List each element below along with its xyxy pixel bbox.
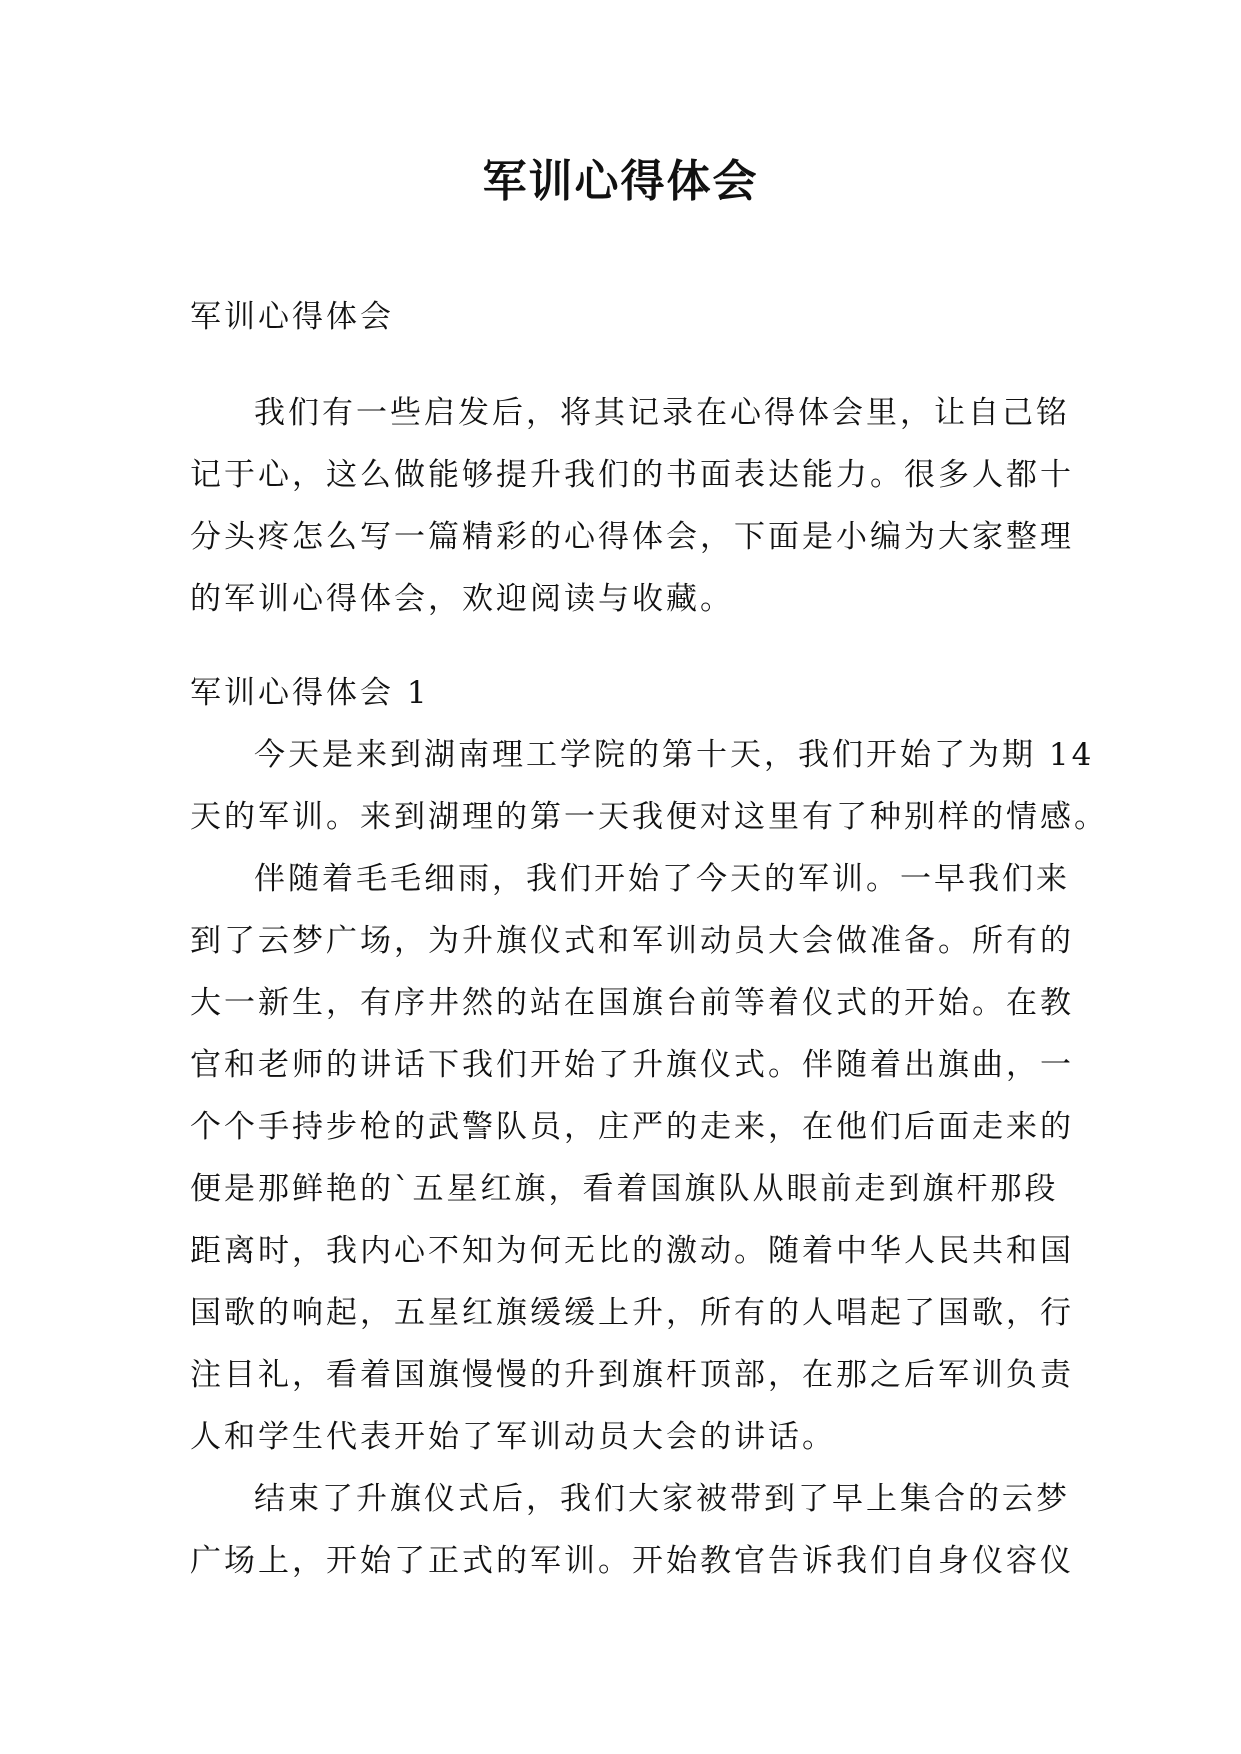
text-line: 天的军训。来到湖理的第一天我便对这里有了种别样的情感。	[190, 799, 1108, 835]
text-line: 到了云梦广场，为升旗仪式和军训动员大会做准备。所有的	[190, 923, 1074, 959]
text-line: 今天是来到湖南理工学院的第十天，我们开始了为期 14	[254, 737, 1095, 773]
text-line: 记于心，这么做能够提升我们的书面表达能力。很多人都十	[190, 457, 1074, 493]
text-line: 人和学生代表开始了军训动员大会的讲话。	[190, 1419, 836, 1455]
section-heading: 军训心得体会 1	[190, 675, 430, 711]
text-line: 伴随着毛毛细雨，我们开始了今天的军训。一早我们来	[254, 861, 1070, 897]
text-line: 广场上，开始了正式的军训。开始教官告诉我们自身仪容仪	[190, 1543, 1074, 1579]
text-line: 结束了升旗仪式后，我们大家被带到了早上集合的云梦	[254, 1481, 1070, 1517]
text-line: 我们有一些启发后，将其记录在心得体会里，让自己铭	[254, 395, 1070, 431]
text-line: 距离时，我内心不知为何无比的激动。随着中华人民共和国	[190, 1233, 1074, 1269]
text-line: 官和老师的讲话下我们开始了升旗仪式。伴随着出旗曲，一	[190, 1047, 1074, 1083]
text-line: 分头疼怎么写一篇精彩的心得体会，下面是小编为大家整理	[190, 519, 1074, 555]
document-body	[190, 286, 1108, 1592]
document-subtitle: 军训心得体会	[190, 299, 394, 335]
text-line: 国歌的响起，五星红旗缓缓上升，所有的人唱起了国歌，行	[190, 1295, 1074, 1331]
text-line: 注目礼，看着国旗慢慢的升到旗杆顶部，在那之后军训负责	[190, 1357, 1074, 1393]
text-line: 个个手持步枪的武警队员，庄严的走来，在他们后面走来的	[190, 1109, 1074, 1145]
paragraph-3	[190, 1468, 1074, 1592]
paragraph-1	[190, 724, 1108, 848]
text-line: 便是那鲜艳的`五星红旗，看着国旗队从眼前走到旗杆那段	[190, 1171, 1059, 1207]
document-title: 军训心得体会	[482, 156, 759, 207]
intro-paragraph	[190, 382, 1074, 630]
paragraph-2	[190, 848, 1074, 1468]
text-line: 的军训心得体会，欢迎阅读与收藏。	[190, 581, 734, 617]
text-line: 大一新生，有序井然的站在国旗台前等着仪式的开始。在教	[190, 985, 1074, 1021]
